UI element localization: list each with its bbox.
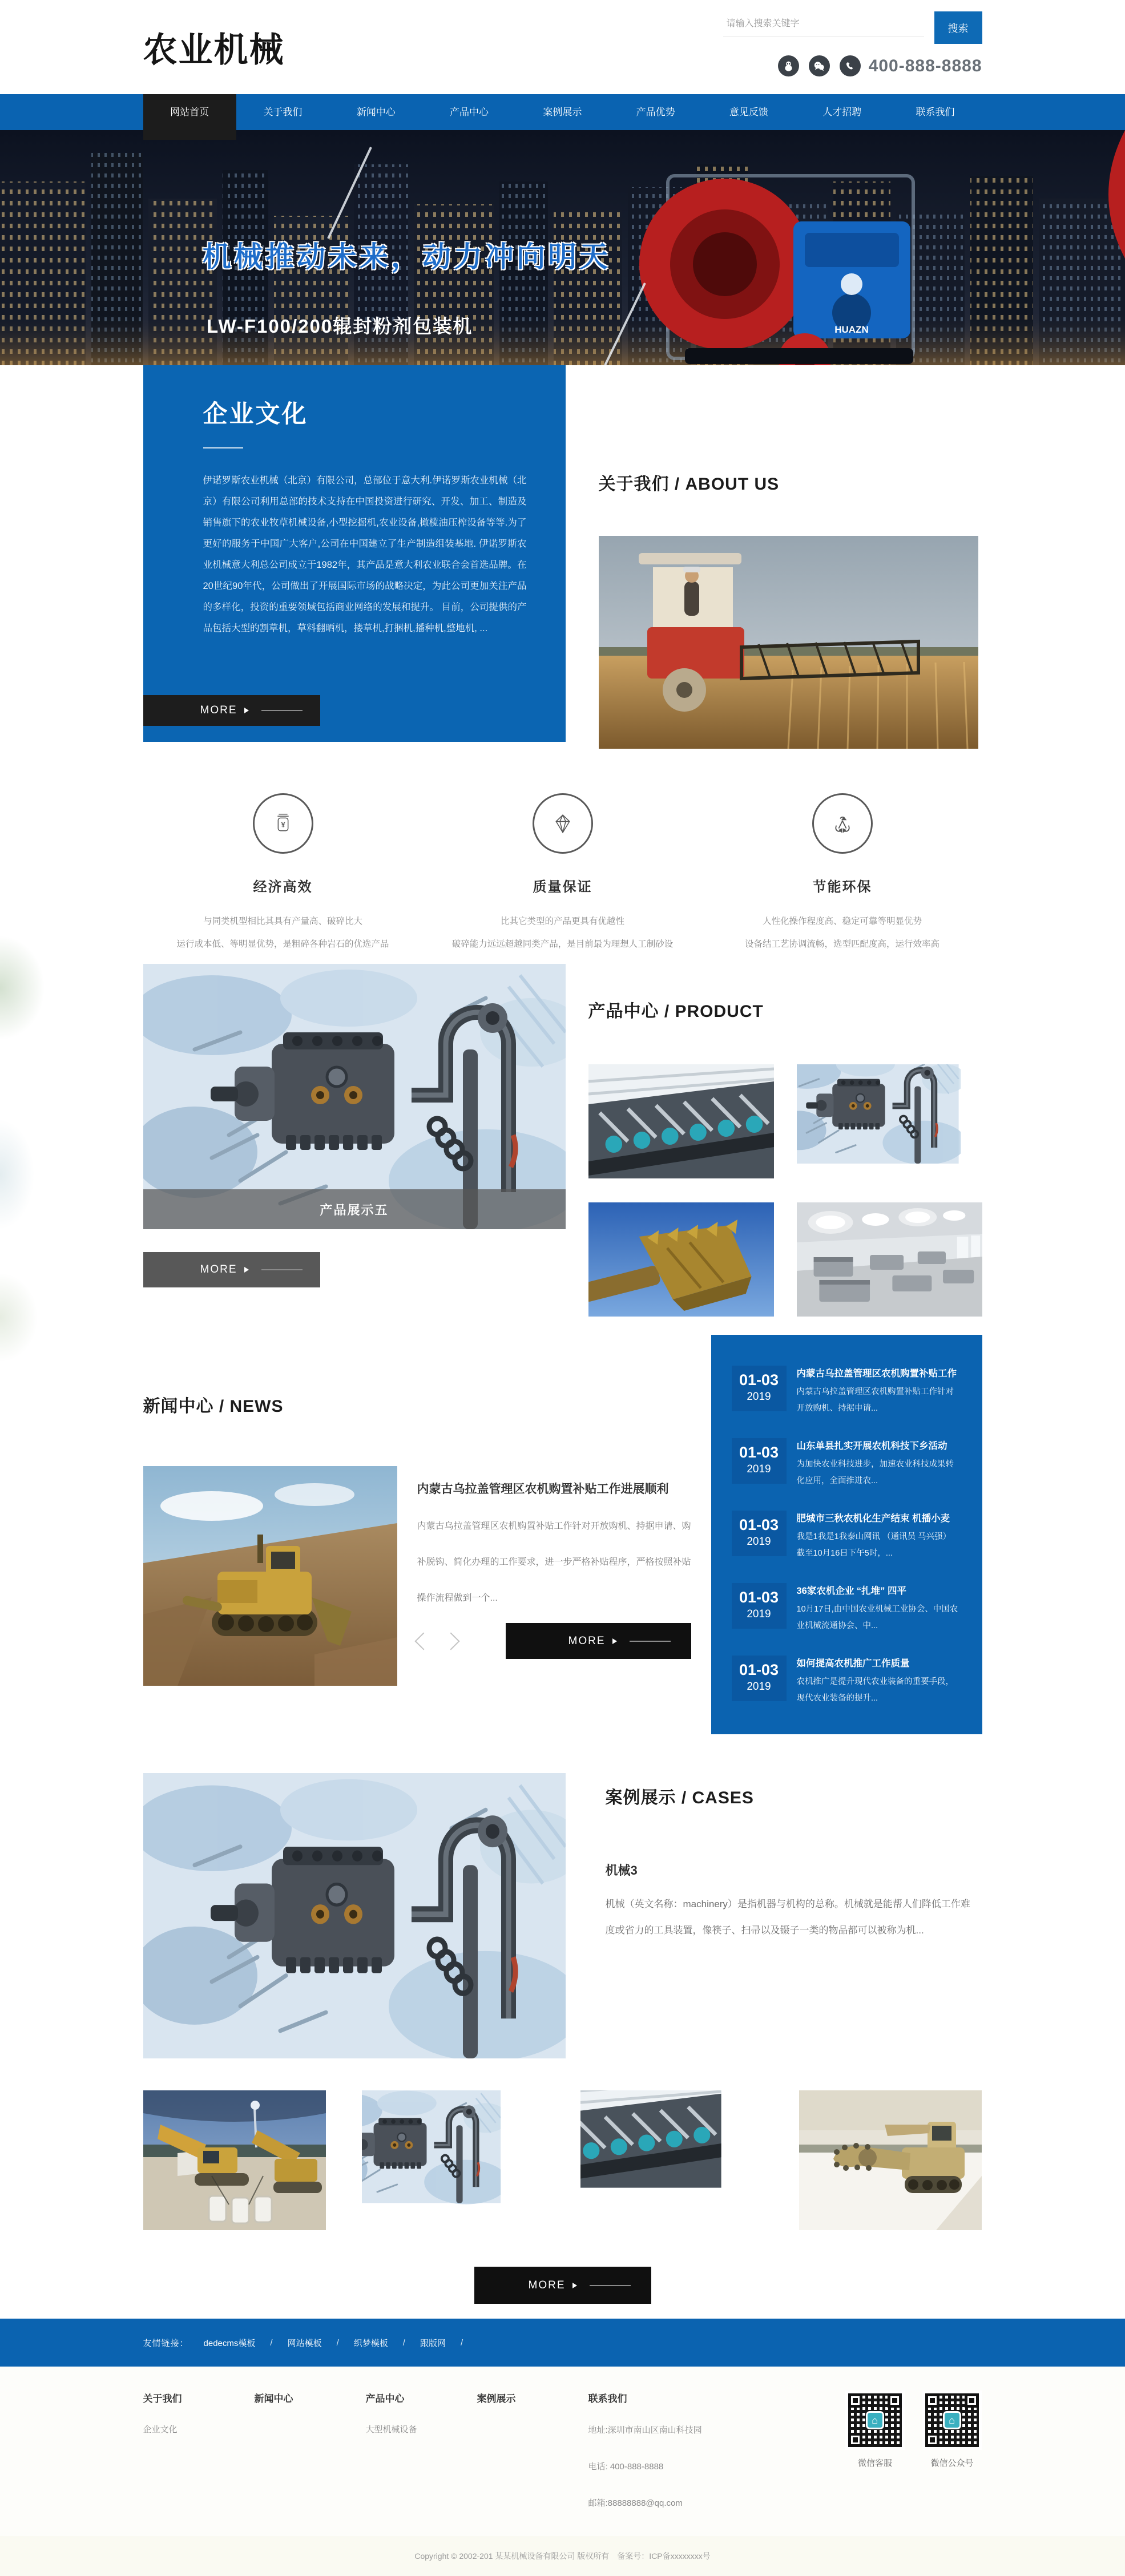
news-date-badge: 01-03 2019 — [732, 1366, 787, 1411]
qr-code-image — [845, 2391, 905, 2450]
search-button[interactable]: 搜索 — [934, 11, 982, 44]
news-list-item[interactable]: 01-03 2019 36家农机企业 “扎堆” 四平 10月17日,由中国农业机械工业协会、中国农业机械流通协会、中... — [732, 1583, 962, 1634]
nav-item-feedback[interactable]: 意见反馈 — [729, 107, 768, 118]
qq-icon[interactable] — [778, 55, 799, 76]
footer-col-about: 关于我们 企业文化 — [143, 2391, 255, 2514]
news-more-button[interactable]: MORE — [506, 1623, 691, 1659]
copyright-bar — [0, 2536, 1125, 2576]
arrow-right-icon — [244, 1267, 249, 1273]
about-harvester-image[interactable] — [599, 536, 978, 749]
friend-link[interactable]: 跟版网 — [420, 2338, 446, 2348]
main-nav — [0, 94, 1125, 130]
search-input[interactable] — [723, 11, 924, 37]
news-date-badge: 01-03 2019 — [732, 1656, 787, 1701]
gallery-image-trencher[interactable] — [799, 2090, 982, 2230]
divider — [203, 447, 243, 449]
product-thumb-factory[interactable] — [797, 1202, 982, 1317]
product-more-button[interactable]: MORE — [143, 1252, 320, 1287]
culture-paragraph: 伊诺罗斯农业机械（北京）有限公司，总部位于意大利.伊诺罗斯农业机械（北京）有限公司利用总部的技术支持在中国投资进行研究、开发、加工、制造及销售旗下的农业牧草机械设备,小型挖掘机,农业设备,橄榄油压榨设备等等.为了更好的服务于中国广大客户,公司在中国建立了生产制造组装基地. 伊诺罗斯农业机械意大利总公司成立于1982年，其产品是意大利农业联合会首选品牌。在20世纪90年代，公司做出了开展国际市场的战略决定，为此公司更加关注产品的多样化，投资的重要领域包括商业网络的发展和提升。 目前，公司提供的产品包括大型的割草机，草料翻晒机，搂草机,打捆机,播种机,整地机, ... — [203, 475, 527, 633]
banner-subtitle: LW-F100/200辊封粉剂包装机 — [207, 316, 473, 337]
arrow-right-icon — [244, 708, 249, 713]
qr-wechat-service: ⌂ 微信客服 — [845, 2391, 905, 2514]
friend-link[interactable]: 织梦模板 — [353, 2338, 388, 2348]
nav-item-cases[interactable]: 案例展示 — [543, 107, 582, 118]
svg-text:¥: ¥ — [280, 820, 285, 829]
case-featured-image[interactable] — [143, 1773, 566, 2058]
news-list-item[interactable]: 01-03 2019 山东单县扎实开展农机科技下乡活动 为加快农业科技进步，加速农业科技成果转化应用，全面推进农... — [732, 1438, 962, 1489]
product-heading: 产品中心 / PRODUCT — [588, 1002, 764, 1021]
arrow-right-icon — [612, 1638, 617, 1644]
friend-link[interactable]: 网站模板 — [287, 2338, 322, 2348]
site-logo[interactable]: 农业机械 — [143, 30, 285, 69]
nav-item-jobs[interactable]: 人才招聘 — [822, 107, 862, 118]
friend-links-label: 友情链接： — [143, 2338, 189, 2348]
news-featured-excerpt: 内蒙古乌拉盖管理区农机购置补贴工作针对开放购机、持据申请、购补脱钩、简化办理的工作要求，进一步严格补贴程序，严格按照补贴操作流程做到一个... — [417, 1521, 691, 1603]
footer-col-contact: 联系我们 地址:深圳市南山区南山科技园 电话: 400-888-8888 邮箱:88888888@qq.com — [588, 2391, 777, 2514]
footer-address: 地址:深圳市南山区南山科技园 — [588, 2425, 702, 2435]
friend-link[interactable]: dedecms模板 — [203, 2338, 256, 2348]
gallery-image-textile[interactable] — [580, 2090, 763, 2230]
wechat-icon[interactable] — [809, 55, 830, 76]
background-watermark — [0, 936, 66, 1370]
footer-col-cases: 案例展示 — [477, 2393, 516, 2404]
carousel-next-icon[interactable] — [442, 1632, 459, 1650]
footer-col-news: 新闻中心 — [254, 2393, 293, 2404]
about-heading: 关于我们 / ABOUT US — [598, 475, 780, 494]
hotline-number: 400-888-8888 — [868, 56, 982, 75]
nav-item-contact[interactable]: 联系我们 — [916, 107, 955, 118]
hero-banner[interactable] — [0, 130, 1125, 365]
home-icon: ⌂ — [943, 2411, 961, 2429]
product-featured-caption: 产品展示五 — [143, 1189, 566, 1229]
nav-item-news[interactable]: 新闻中心 — [356, 107, 396, 118]
nav-item-products[interactable]: 产品中心 — [450, 107, 489, 118]
feature-economic: ¥ 经济高效 与同类机型相比其具有产量高、破碎比大 运行成本低、等明显优势，是粗碎各种岩石的优选产品 — [143, 793, 423, 956]
news-list-item[interactable]: 01-03 2019 如何提高农机推广工作质量 农机推广是提升现代农业装备的重要手段，现代农业装备的提升... — [732, 1656, 962, 1707]
qr-wechat-official: ⌂ 微信公众号 — [922, 2391, 982, 2514]
home-icon: ⌂ — [866, 2411, 884, 2429]
footer — [0, 2367, 1125, 2536]
gallery-image-engine[interactable] — [362, 2090, 545, 2230]
news-date-badge: 01-03 2019 — [732, 1583, 787, 1629]
diamond-icon — [533, 793, 593, 854]
footer-phone: 电话: 400-888-8888 — [588, 2462, 664, 2472]
news-featured-image[interactable] — [143, 1466, 397, 1686]
carousel-prev-icon[interactable] — [414, 1632, 432, 1650]
footer-col-products: 产品中心 大型机械设备 — [366, 2391, 477, 2514]
case-item-excerpt: 机械（英文名称：machinery）是指机器与机构的总称。机械就是能帮人们降低工作难度或省力的工具装置，像筷子、扫帚以及镊子一类的物品都可以被称为机... — [605, 1899, 970, 1936]
footer-link-machinery[interactable]: 大型机械设备 — [365, 2425, 417, 2434]
culture-panel — [143, 365, 566, 742]
nav-item-advantages[interactable]: 产品优势 — [636, 107, 675, 118]
news-list-item[interactable]: 01-03 2019 内蒙古乌拉盖管理区农机购置补贴工作 内蒙古乌拉盖管理区农机购置补贴工作针对开放购机、持据申请... — [732, 1366, 962, 1417]
news-date-badge: 01-03 2019 — [732, 1438, 787, 1484]
product-thumb-engine[interactable] — [797, 1064, 982, 1178]
nav-item-home[interactable]: 网站首页 — [143, 94, 236, 140]
nav-item-about[interactable]: 关于我们 — [263, 107, 303, 118]
news-list-panel — [711, 1335, 982, 1734]
culture-more-button[interactable]: MORE — [143, 695, 320, 726]
product-featured-image[interactable] — [143, 964, 566, 1229]
product-thumb-textile[interactable] — [588, 1064, 774, 1178]
phone-icon[interactable] — [840, 55, 861, 76]
friend-links-bar: 友情链接： dedecms模板 / 网站模板 / 织梦模板 / 跟版网 / — [0, 2319, 1125, 2367]
news-date-badge: 01-03 2019 — [732, 1511, 787, 1556]
money-icon — [253, 793, 313, 854]
copyright-text: Copyright © 2002-201 某某机械设备有限公司 版权所有 备案号：ICP备xxxxxxxx号 — [414, 2551, 711, 2561]
news-heading: 新闻中心 / NEWS — [143, 1397, 284, 1416]
cases-heading: 案例展示 / CASES — [605, 1788, 754, 1807]
site-header — [0, 0, 1125, 94]
banner-headline: 机械推动未来，动力冲向明天 — [203, 241, 611, 273]
cases-more-button[interactable]: MORE — [474, 2267, 651, 2304]
news-featured-title[interactable]: 内蒙古乌拉盖管理区农机购置补贴工作进展顺利 — [417, 1483, 669, 1496]
case-item-title[interactable]: 机械3 — [605, 1863, 638, 1878]
news-list-item[interactable]: 01-03 2019 肥城市三秋农机化生产结束 机播小麦 我是1我是1我泰山网讯 （通讯员 马兴强） 截至10月16日下午5时，... — [732, 1511, 962, 1562]
footer-link-culture[interactable]: 企业文化 — [143, 2425, 178, 2434]
svg-text:HUAZN: HUAZN — [834, 324, 869, 335]
culture-title: 企业文化 — [203, 401, 308, 428]
qr-code-image — [922, 2391, 982, 2450]
gallery-image-excavators[interactable] — [143, 2090, 326, 2230]
feature-quality: 质量保证 比其它类型的产品更具有优越性 破碎能力远远超越同类产品，是目前最为理想人工制砂设 — [423, 793, 703, 956]
feature-eco: 节能环保 人性化操作程度高、稳定可靠等明显优势 设备结工艺协调流畅，选型匹配度高，运行效率高 — [703, 793, 982, 956]
footer-email: 邮箱:88888888@qq.com — [588, 2498, 683, 2508]
recycle-icon — [812, 793, 873, 854]
product-thumb-excavator[interactable] — [588, 1202, 774, 1317]
arrow-right-icon — [572, 2283, 577, 2288]
